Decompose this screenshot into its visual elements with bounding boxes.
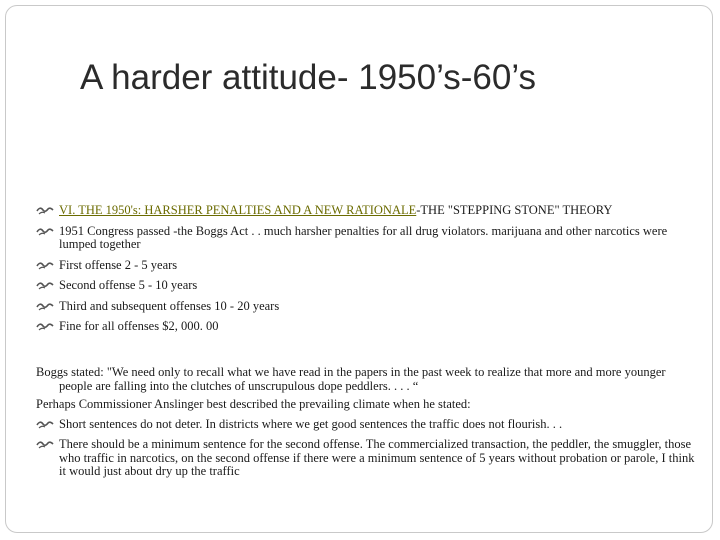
boggs-quote: Boggs stated: "We need only to recall what we have read in the papers in the past week to realize that more and more younger people are falling into the clutches of unscrupulous dope peddlers. . . . “ <box>36 365 666 393</box>
fleur-wave-bullet-icon <box>36 439 54 450</box>
fleur-wave-bullet-icon <box>36 280 54 291</box>
section-link[interactable]: VI. THE 1950's: HARSHER PENALTIES AND A NEW RATIONALE <box>59 203 417 217</box>
list-item-text: There should be a minimum sentence for the second offense. The commercialized transaction, the peddler, the smuggler, those who traffic in narcotics, on the second offense if there were a minimum sentence of 5 years without probation or parole, I think it would just about dry up the traffic <box>59 437 695 478</box>
quote-block <box>36 366 700 486</box>
list-item <box>36 204 696 218</box>
list-item-text: -THE "STEPPING STONE" THEORY <box>416 203 613 217</box>
list-item-text: Short sentences do not deter. In districts where we get good sentences the traffic does not flourish. . . <box>59 416 563 431</box>
fleur-wave-bullet-icon <box>36 321 54 332</box>
fleur-wave-bullet-icon <box>36 205 54 216</box>
list-item-text: Fine for all offenses $2, 000. 00 <box>59 319 219 333</box>
fleur-wave-bullet-icon <box>36 260 54 271</box>
list-item-text: First offense 2 - 5 years <box>59 257 178 272</box>
fleur-wave-bullet-icon <box>36 419 54 430</box>
fleur-wave-bullet-icon <box>36 226 54 237</box>
list-item <box>36 418 700 432</box>
list-item <box>36 259 696 273</box>
list-item <box>36 279 696 293</box>
fleur-wave-bullet-icon <box>36 301 54 312</box>
list-item <box>36 438 700 479</box>
anslinger-intro: Perhaps Commissioner Anslinger best described the prevailing climate when he stated: <box>36 397 471 411</box>
list-item-text: Second offense 5 - 10 years <box>59 278 198 292</box>
list-item-text: Third and subsequent offenses 10 - 20 years <box>59 298 280 313</box>
list-item <box>36 300 696 314</box>
list-item-text: 1951 Congress passed -the Boggs Act . . much harsher penalties for all drug violators. marijuana and other narcotics were lumped together <box>59 223 668 251</box>
bullet-list <box>36 204 696 341</box>
list-item <box>36 225 696 252</box>
list-item <box>36 320 696 334</box>
slide-title: A harder attitude- 1950’s-60’s <box>80 58 536 97</box>
